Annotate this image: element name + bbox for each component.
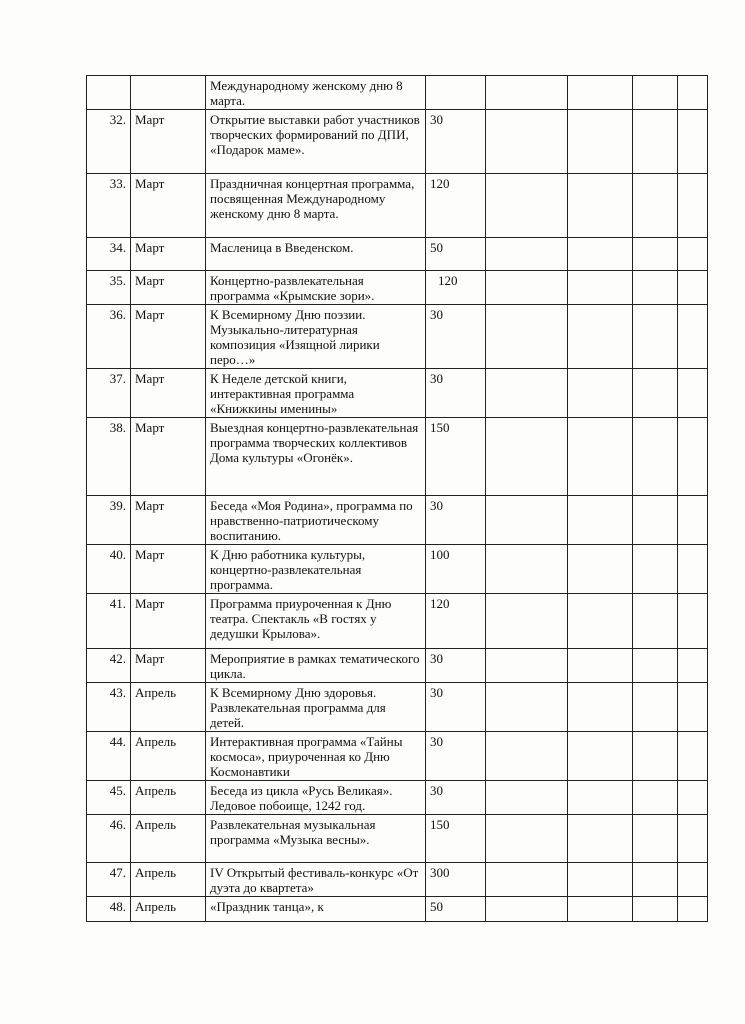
row-title: Развлекательная музыкальная программа «Музыка весны». — [206, 815, 426, 863]
blank-cell — [486, 545, 568, 594]
blank-cell — [486, 732, 568, 781]
blank-cell — [633, 649, 678, 683]
blank-cell — [678, 649, 708, 683]
blank-cell — [678, 238, 708, 271]
row-count: 30 — [426, 649, 486, 683]
row-number: 35. — [87, 271, 131, 305]
blank-cell — [568, 863, 633, 897]
blank-cell — [633, 545, 678, 594]
row-title: Праздничная концертная программа, посвященная Международному женскому дню 8 марта. — [206, 174, 426, 238]
table-row — [87, 110, 708, 174]
table-row — [87, 897, 708, 922]
blank-cell — [568, 815, 633, 863]
blank-cell — [568, 545, 633, 594]
blank-cell — [633, 305, 678, 369]
table-row — [87, 369, 708, 418]
blank-cell — [678, 815, 708, 863]
blank-cell — [633, 594, 678, 649]
row-count: 50 — [426, 897, 486, 922]
row-title: IV Открытый фестиваль-конкурс «От дуэта до квартета» — [206, 863, 426, 897]
blank-cell — [678, 76, 708, 110]
blank-cell — [486, 369, 568, 418]
row-number — [87, 76, 131, 110]
blank-cell — [486, 174, 568, 238]
blank-cell — [568, 781, 633, 815]
row-number: 38. — [87, 418, 131, 496]
row-number: 42. — [87, 649, 131, 683]
blank-cell — [568, 649, 633, 683]
row-count: 30 — [426, 305, 486, 369]
blank-cell — [678, 174, 708, 238]
row-number: 45. — [87, 781, 131, 815]
row-count: 150 — [426, 815, 486, 863]
row-number: 41. — [87, 594, 131, 649]
row-number: 34. — [87, 238, 131, 271]
row-count — [426, 76, 486, 110]
blank-cell — [633, 815, 678, 863]
row-number: 47. — [87, 863, 131, 897]
blank-cell — [486, 897, 568, 922]
blank-cell — [678, 683, 708, 732]
table-row — [87, 781, 708, 815]
row-month: Апрель — [131, 683, 206, 732]
row-title: Концертно-развлекательная программа «Крымские зори». — [206, 271, 426, 305]
blank-cell — [633, 496, 678, 545]
row-count: 120 — [426, 594, 486, 649]
blank-cell — [568, 369, 633, 418]
row-count: 30 — [426, 496, 486, 545]
blank-cell — [633, 174, 678, 238]
row-number: 43. — [87, 683, 131, 732]
row-month: Март — [131, 174, 206, 238]
row-title: Мероприятие в рамках тематического цикла. — [206, 649, 426, 683]
row-title: Международному женскому дню 8 марта. — [206, 76, 426, 110]
row-title: К Всемирному Дню поэзии. Музыкально-литературная композиция «Изящной лирики перо…» — [206, 305, 426, 369]
table-row — [87, 683, 708, 732]
row-count: 100 — [426, 545, 486, 594]
blank-cell — [568, 238, 633, 271]
blank-cell — [633, 683, 678, 732]
row-month: Март — [131, 305, 206, 369]
row-month: Апрель — [131, 897, 206, 922]
blank-cell — [486, 781, 568, 815]
table-row — [87, 649, 708, 683]
blank-cell — [486, 683, 568, 732]
row-number: 40. — [87, 545, 131, 594]
row-title: К Дню работника культуры, концертно-развлекательная программа. — [206, 545, 426, 594]
row-month: Апрель — [131, 863, 206, 897]
row-title: Беседа из цикла «Русь Великая». Ледовое побоище, 1242 год. — [206, 781, 426, 815]
row-count: 30 — [426, 781, 486, 815]
blank-cell — [678, 732, 708, 781]
row-number: 39. — [87, 496, 131, 545]
blank-cell — [568, 732, 633, 781]
blank-cell — [678, 897, 708, 922]
row-month: Март — [131, 369, 206, 418]
blank-cell — [633, 110, 678, 174]
row-month: Март — [131, 110, 206, 174]
row-number: 36. — [87, 305, 131, 369]
row-title: Беседа «Моя Родина», программа по нравственно-патриотическому воспитанию. — [206, 496, 426, 545]
table-row — [87, 545, 708, 594]
row-title: Программа приуроченная к Дню театра. Спектакль «В гостях у дедушки Крылова». — [206, 594, 426, 649]
row-count: 150 — [426, 418, 486, 496]
blank-cell — [633, 271, 678, 305]
row-month: Апрель — [131, 781, 206, 815]
blank-cell — [568, 897, 633, 922]
table-row — [87, 305, 708, 369]
blank-cell — [486, 863, 568, 897]
blank-cell — [486, 594, 568, 649]
row-number: 37. — [87, 369, 131, 418]
row-number: 44. — [87, 732, 131, 781]
blank-cell — [633, 732, 678, 781]
row-count: 120 — [426, 271, 486, 305]
row-count: 30 — [426, 732, 486, 781]
row-title: Открытие выставки работ участников творческих формирований по ДПИ, «Подарок маме». — [206, 110, 426, 174]
row-title: К Неделе детской книги, интерактивная программа «Книжкины именины» — [206, 369, 426, 418]
row-count: 300 — [426, 863, 486, 897]
blank-cell — [633, 76, 678, 110]
blank-cell — [568, 174, 633, 238]
blank-cell — [678, 110, 708, 174]
row-month: Март — [131, 594, 206, 649]
blank-cell — [486, 496, 568, 545]
row-number: 48. — [87, 897, 131, 922]
row-title: «Праздник танца», к — [206, 897, 426, 922]
blank-cell — [568, 305, 633, 369]
blank-cell — [486, 305, 568, 369]
row-title: Масленица в Введенском. — [206, 238, 426, 271]
row-month — [131, 76, 206, 110]
blank-cell — [678, 418, 708, 496]
blank-cell — [568, 271, 633, 305]
blank-cell — [568, 110, 633, 174]
blank-cell — [486, 815, 568, 863]
blank-cell — [486, 76, 568, 110]
table-row — [87, 594, 708, 649]
blank-cell — [678, 545, 708, 594]
blank-cell — [568, 594, 633, 649]
row-month: Март — [131, 649, 206, 683]
blank-cell — [633, 863, 678, 897]
blank-cell — [678, 781, 708, 815]
blank-cell — [678, 369, 708, 418]
table-row — [87, 863, 708, 897]
row-title: Интерактивная программа «Тайны космоса», приуроченная ко Дню Космонавтики — [206, 732, 426, 781]
row-number: 33. — [87, 174, 131, 238]
blank-cell — [678, 305, 708, 369]
row-month: Апрель — [131, 732, 206, 781]
row-title: Выездная концертно-развлекательная программа творческих коллективов Дома культуры «Огонёк». — [206, 418, 426, 496]
row-month: Март — [131, 238, 206, 271]
blank-cell — [678, 863, 708, 897]
row-number: 32. — [87, 110, 131, 174]
blank-cell — [568, 76, 633, 110]
table-row — [87, 418, 708, 496]
row-month: Март — [131, 496, 206, 545]
blank-cell — [486, 110, 568, 174]
blank-cell — [486, 418, 568, 496]
row-number: 46. — [87, 815, 131, 863]
row-title: К Всемирному Дню здоровья. Развлекательная программа для детей. — [206, 683, 426, 732]
blank-cell — [568, 683, 633, 732]
table-row — [87, 732, 708, 781]
row-month: Апрель — [131, 815, 206, 863]
table-row — [87, 496, 708, 545]
table-row — [87, 815, 708, 863]
blank-cell — [633, 897, 678, 922]
blank-cell — [633, 238, 678, 271]
row-month: Март — [131, 545, 206, 594]
blank-cell — [568, 418, 633, 496]
row-month: Март — [131, 271, 206, 305]
events-table — [86, 75, 708, 922]
row-count: 120 — [426, 174, 486, 238]
blank-cell — [633, 781, 678, 815]
table-row — [87, 76, 708, 110]
blank-cell — [678, 271, 708, 305]
table-row — [87, 271, 708, 305]
blank-cell — [486, 238, 568, 271]
blank-cell — [633, 418, 678, 496]
row-count: 30 — [426, 683, 486, 732]
blank-cell — [678, 594, 708, 649]
blank-cell — [568, 496, 633, 545]
blank-cell — [633, 369, 678, 418]
row-count: 30 — [426, 369, 486, 418]
blank-cell — [486, 271, 568, 305]
table-row — [87, 174, 708, 238]
blank-cell — [486, 649, 568, 683]
table-row — [87, 238, 708, 271]
blank-cell — [678, 496, 708, 545]
row-month: Март — [131, 418, 206, 496]
row-count: 30 — [426, 110, 486, 174]
row-count: 50 — [426, 238, 486, 271]
